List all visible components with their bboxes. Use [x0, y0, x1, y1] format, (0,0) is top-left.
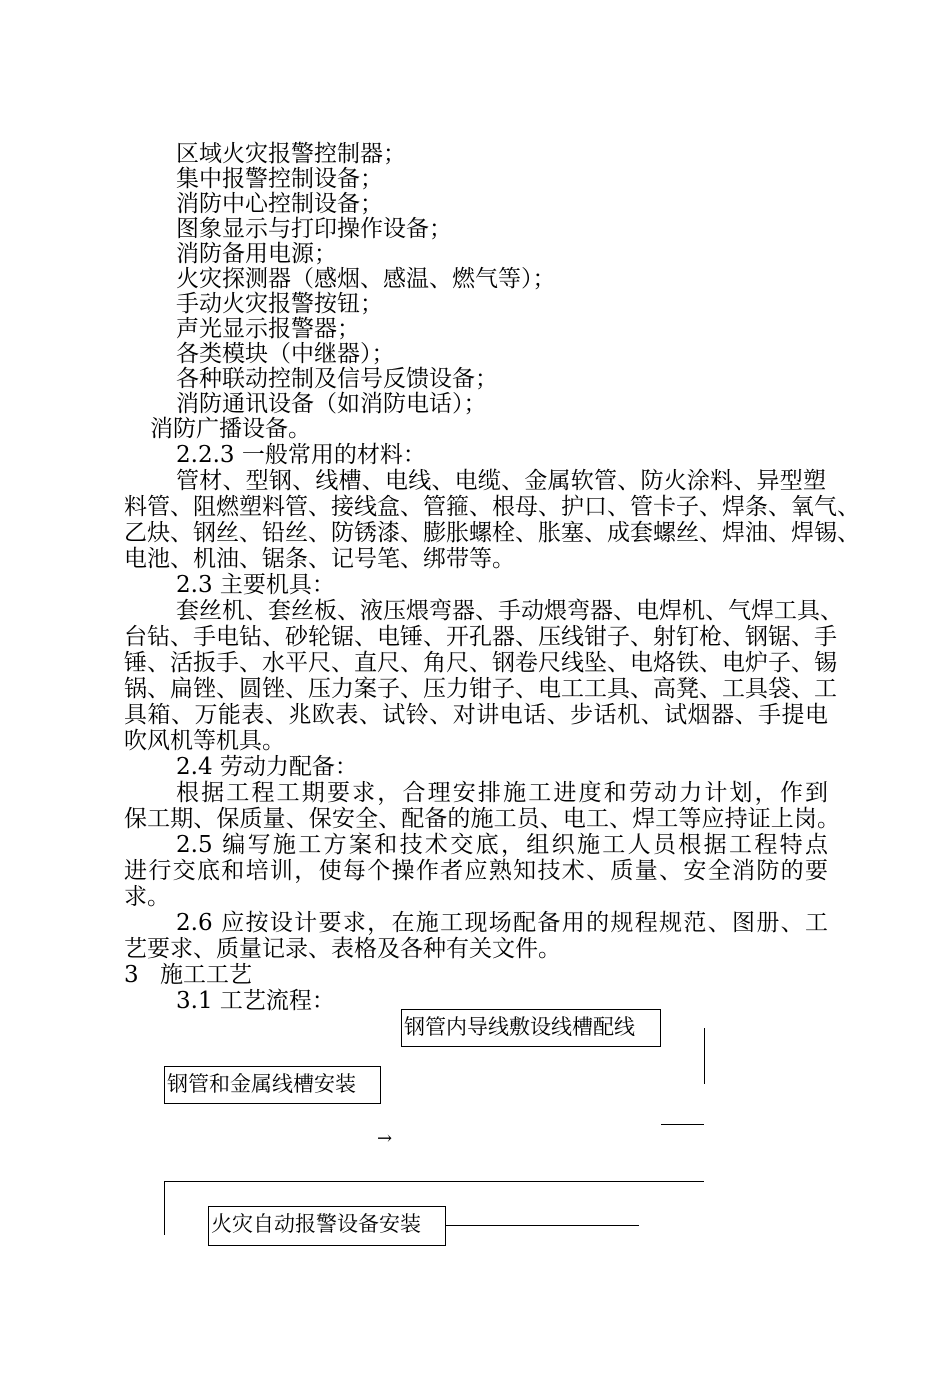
heading-2-4: 2.4 劳动力配备：: [176, 754, 358, 780]
docs-line-2: 艺要求、质量记录、表格及各种有关文件。: [124, 936, 561, 962]
heading-2-3: 2.3 主要机具：: [176, 572, 335, 598]
list-item-12: 消防广播设备。: [150, 416, 311, 442]
tools-line-1: 套丝机、套丝板、液压煨弯器、手动煨弯器、电焊机、气焊工具、: [176, 598, 843, 624]
list-item-6: 火灾探测器（感烟、感温、燃气等）；: [176, 266, 556, 292]
flow-box-alarm: 火灾自动报警设备安装: [208, 1206, 446, 1246]
tools-line-5: 具箱、万能表、兆欧表、试铃、对讲电话、步话机、试烟器、手提电: [124, 702, 828, 728]
list-item-2: 集中报警控制设备；: [176, 166, 383, 192]
flow-vline-right: [704, 1028, 705, 1084]
materials-line-4: 电池、机油、锯条、记号笔、绑带等。: [124, 546, 515, 572]
plan-line-3: 求。: [124, 884, 170, 910]
list-item-11: 消防通讯设备（如消防电话）；: [176, 391, 487, 417]
docs-line-1: 2.6 应按设计要求，在施工现场配备用的规程规范、图册、工: [176, 910, 828, 936]
list-item-3: 消防中心控制设备；: [176, 191, 383, 217]
labor-line-2: 保工期、保质量、保安全、配备的施工员、电工、焊工等应持证上岗。: [124, 806, 840, 832]
list-item-1: 区域火灾报警控制器；: [176, 141, 406, 167]
plan-line-1: 2.5 编写施工方案和技术交底，组织施工人员根据工程特点: [176, 832, 828, 858]
list-item-5: 消防备用电源；: [176, 241, 337, 267]
tools-line-3: 锤、活扳手、水平尺、直尺、角尺、钢卷尺线坠、电烙铁、电炉子、锡: [124, 650, 837, 676]
section-3-number: 3: [124, 962, 139, 988]
flow-hline-top: [164, 1181, 704, 1182]
tools-line-4: 锅、扁锉、圆锉、压力案子、压力钳子、电工工具、高凳、工具袋、工: [124, 676, 837, 702]
flow-box-conduit: 钢管和金属线槽安装: [164, 1066, 381, 1104]
list-item-10: 各种联动控制及信号反馈设备；: [176, 366, 498, 392]
section-3-title: 施工工艺: [160, 962, 252, 988]
list-item-4: 图象显示与打印操作设备；: [176, 216, 452, 242]
flow-box-wiring: 钢管内导线敷设线槽配线: [401, 1009, 661, 1047]
list-item-9: 各类模块（中继器）；: [176, 341, 395, 367]
list-item-8: 声光显示报警器；: [176, 316, 360, 342]
materials-line-2: 料管、阻燃塑料管、接线盒、管箍、根母、护口、管卡子、焊条、氧气、: [124, 494, 860, 520]
tools-line-6: 吹风机等机具。: [124, 728, 285, 754]
materials-line-1: 管材、型钢、线槽、电线、电缆、金属软管、防火涂料、异型塑: [176, 468, 826, 494]
flow-hline-short: [661, 1124, 704, 1125]
flow-vline-left: [164, 1181, 165, 1235]
flow-hline-bottom: [446, 1225, 639, 1226]
labor-line-1: 根据工程工期要求，合理安排施工进度和劳动力计划，作到: [176, 780, 828, 806]
flow-arrow: →: [377, 1128, 393, 1149]
tools-line-2: 台钻、手电钻、砂轮锯、电锤、开孔器、压线钳子、射钉枪、钢锯、手: [124, 624, 837, 650]
materials-line-3: 乙炔、钢丝、铅丝、防锈漆、膨胀螺栓、胀塞、成套螺丝、焊油、焊锡、: [124, 520, 860, 546]
list-item-7: 手动火灾报警按钮；: [176, 291, 383, 317]
plan-line-2: 进行交底和培训，使每个操作者应熟知技术、质量、安全消防的要: [124, 858, 828, 884]
heading-2-2-3: 2.2.3 一般常用的材料：: [176, 442, 426, 468]
heading-3-1: 3.1 工艺流程：: [176, 988, 335, 1014]
